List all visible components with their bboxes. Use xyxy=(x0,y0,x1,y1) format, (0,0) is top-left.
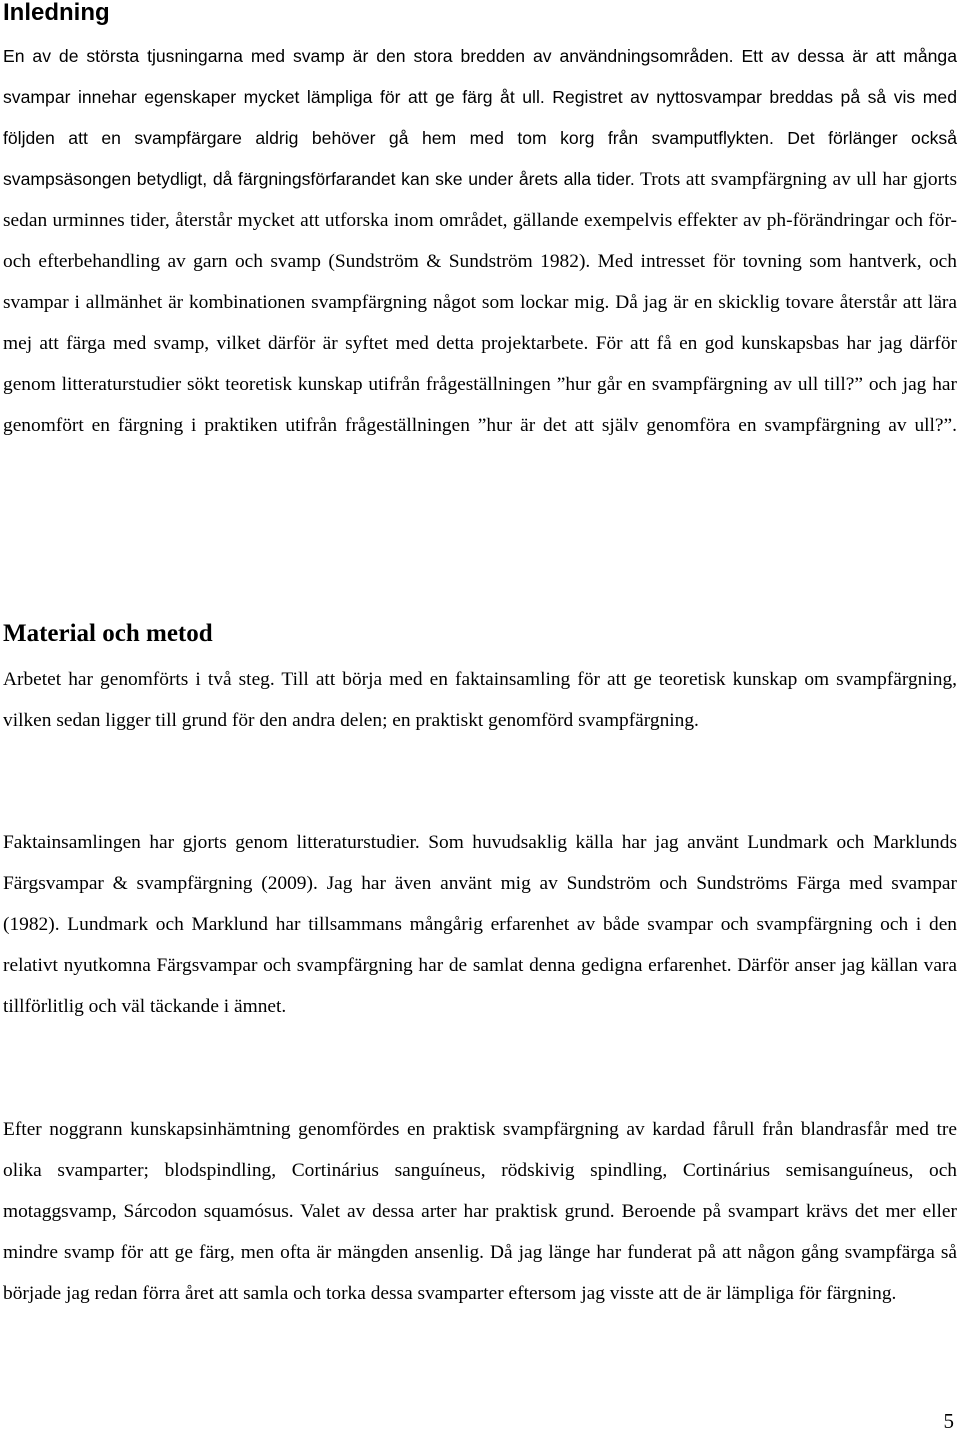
heading-inledning: Inledning xyxy=(3,0,110,26)
heading-material-och-metod: Material och metod xyxy=(3,620,213,647)
paragraph-fact-gathering: Faktainsamlingen har gjorts genom litteraturstudier. Som huvudsaklig källa har jag använt Lundmark och Marklunds Färgsvampar & svampfärgning (2009). Jag har även använt mig av Sundström och Sundströms Färga med svampar (1982). Lundmark och Marklund har tillsammans mångårig erfarenhet av både svampar och svampfärgning och i den relativt nyutkomna Färgsvampar och svampfärgning har de samlat denna gedigna erfarenhet. Därför anser jag källan vara tillförlitlig och väl täckande i ämnet. xyxy=(3,832,957,1017)
paragraph-intro-serif-part: Trots att svampfärgning av ull har gjorts sedan urminnes tider, återstår mycket att utforska inom området, gällande exempelvis effekter av ph-förändringar och för- och efterbehandling av garn och svamp (Sundström & Sundström 1982). Med intresset för tovning som hantverk, och svampar i allmänhet är kombinationen svampfärgning något som lockar mig. Då jag är en skicklig tovare återstår att lära mej att färga med svamp, vilket därför är syftet med detta projektarbete. För att få en god kunskapsbas har jag därför genom litteraturstudier sökt teoretisk kunskap utifrån frågeställningen ”hur går en svampfärgning av ull till?” och jag har genomfört en färgning i praktiken utifrån frågeställningen ”hur är det att själv genomföra en svampfärgning av ull?”. xyxy=(3,169,957,436)
paragraph-method-steps: Arbetet har genomförts i två steg. Till att börja med en faktainsamling för att ge teoretisk kunskap om svampfärgning, vilken sedan ligger till grund för den andra delen; en praktiskt genomförd svampfärgning. xyxy=(3,669,957,731)
paragraph-practical-dyeing: Efter noggrann kunskapsinhämtning genomfördes en praktisk svampfärgning av kardad fårull från blandrasfår med tre olika svamparter; blodspindling, Cortinárius sanguíneus, rödskivig spindling, Cortinárius semisanguíneus, och motaggsvamp, Sárcodon squamósus. Valet av dessa arter har praktisk grund. Beroende på svampart krävs det mer eller mindre svamp för att ge färg, men ofta är mängden ansenlig. Då jag länge har funderat på att någon gång svampfärga så började jag redan förra året att samla och torka dessa svamparter eftersom jag visste att de är lämpliga för färgning. xyxy=(3,1119,957,1304)
paragraph-intro xyxy=(3,36,957,446)
page-number: 5 xyxy=(943,1409,954,1433)
paragraph-intro-sans-part: En av de största tjusningarna med svamp är den stora bredden av användningsområden. Ett av dessa är att många svampar innehar egenskaper mycket lämpliga för att ge färg åt ull. Registret av nyttosvampar breddas på så vis med följden att en svampfärgare aldrig behöver gå hem med tom korg från svamputflykten. Det förlänger också svampsäsongen betydligt, då färgningsförfarandet kan ske under årets alla tider. xyxy=(3,46,957,189)
